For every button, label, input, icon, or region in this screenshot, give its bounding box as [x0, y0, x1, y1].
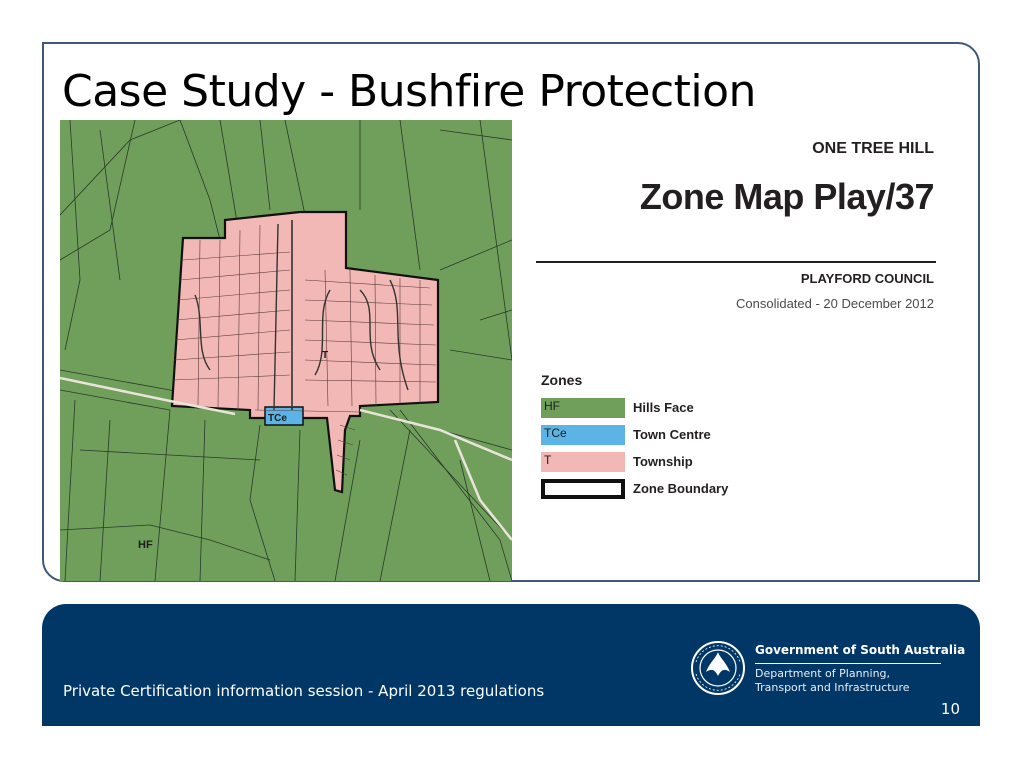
- legend-item-township: [541, 448, 728, 475]
- map-consolidated-date: Consolidated - 20 December 2012: [735, 296, 934, 311]
- gov-department-line-2: Transport and Infrastructure: [755, 681, 910, 694]
- sa-government-seal-icon: [690, 640, 746, 696]
- footer-session-text: Private Certification information session - April 2013 regulations: [63, 682, 545, 700]
- zone-legend: [541, 372, 728, 502]
- legend-label: Hills Face: [633, 400, 694, 415]
- gov-divider: [755, 663, 941, 664]
- legend-label: Town Centre: [633, 427, 711, 442]
- zone-map-image: [60, 120, 512, 581]
- map-name: Zone Map Play/37: [639, 176, 934, 217]
- legend-label: Zone Boundary: [633, 481, 729, 496]
- header-divider: [536, 261, 936, 263]
- map-tce-label: TCe: [268, 413, 287, 424]
- slide-title: Case Study - Bushfire Protection: [62, 66, 756, 117]
- legend-swatch-tce: TCe: [541, 425, 625, 445]
- legend-swatch-t: T: [541, 452, 625, 472]
- legend-title: Zones: [541, 372, 583, 388]
- page-number: 10: [940, 700, 960, 718]
- legend-label: Township: [633, 454, 693, 469]
- map-t-label: T: [322, 350, 329, 361]
- footer-band: [42, 604, 980, 726]
- legend-swatch-boundary: [541, 479, 625, 499]
- legend-swatch-hf: HF: [541, 398, 625, 418]
- map-council: PLAYFORD COUNCIL: [800, 271, 934, 286]
- legend-item-town-centre: [541, 421, 728, 448]
- gov-department-line-1: Department of Planning,: [755, 667, 891, 680]
- legend-item-zone-boundary: [541, 475, 728, 502]
- legend-item-hills-face: [541, 394, 728, 421]
- map-locality: ONE TREE HILL: [812, 140, 934, 157]
- gov-name: Government of South Australia: [755, 643, 966, 657]
- map-hf-label: HF: [138, 539, 153, 551]
